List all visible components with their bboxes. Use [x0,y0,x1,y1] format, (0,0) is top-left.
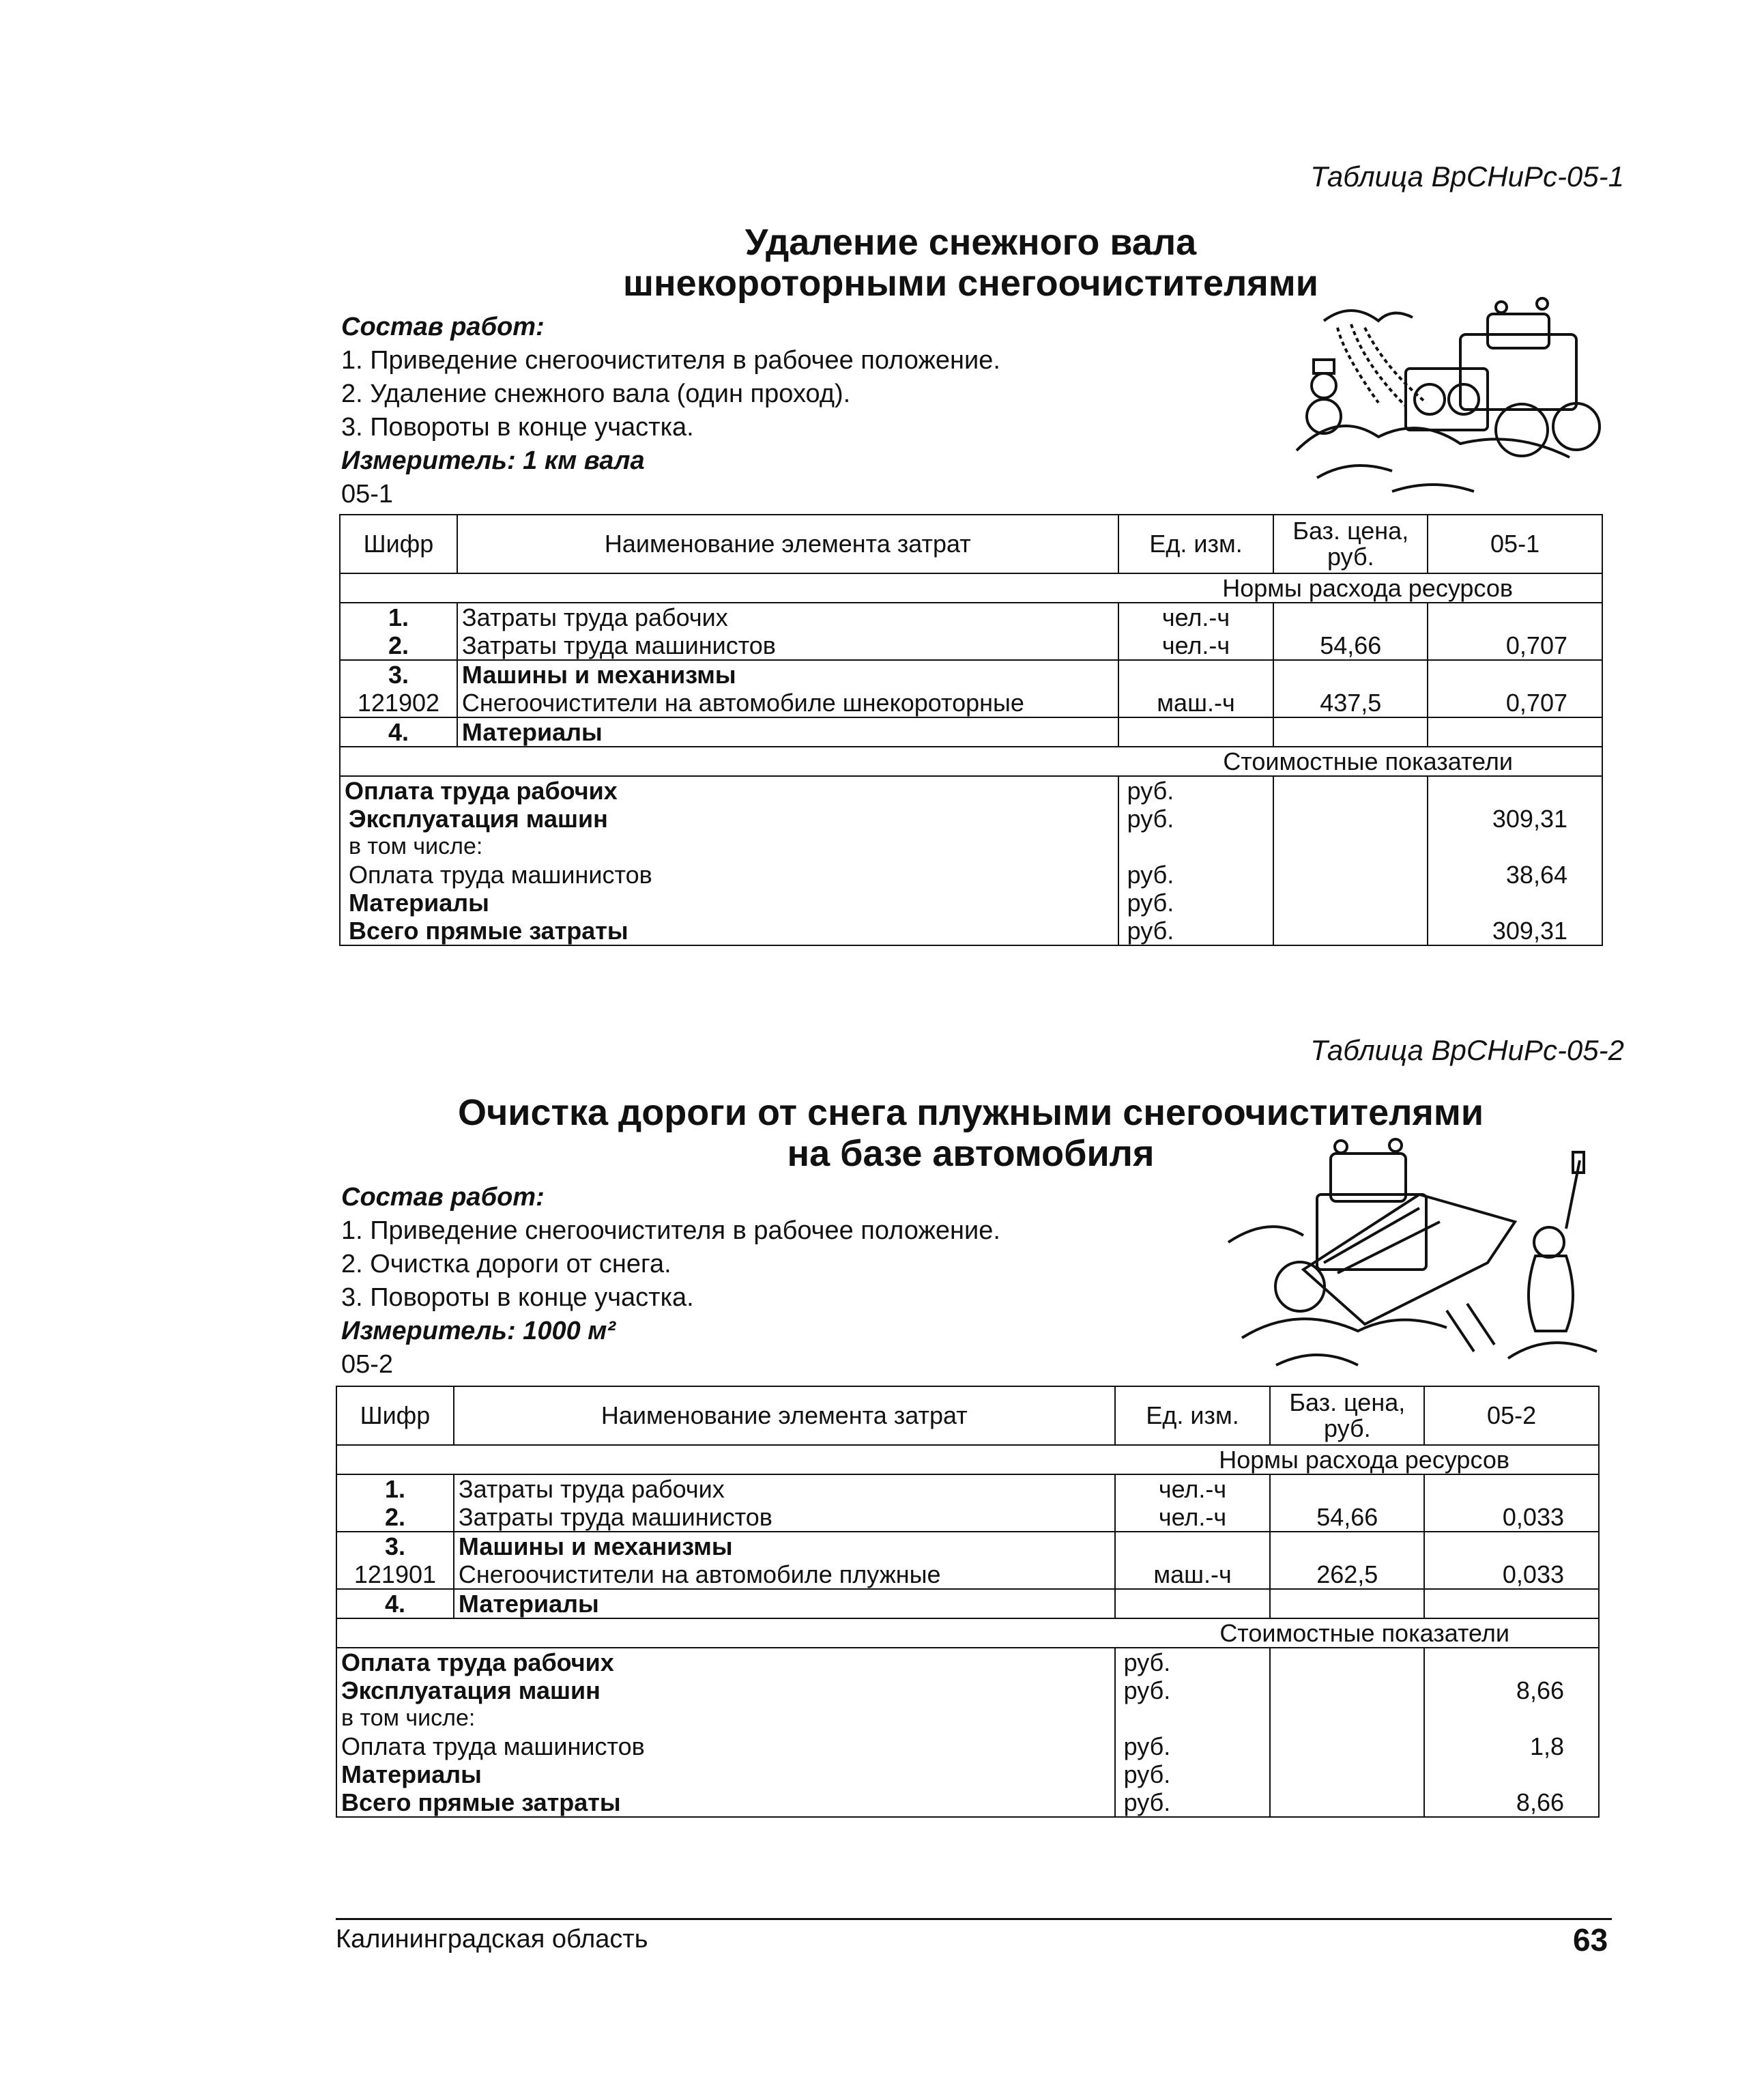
cost-name: Оплата труда рабочих [340,776,1118,805]
table-row [336,1532,1599,1560]
meter: Измеритель: 1 км вала [341,446,645,475]
col-header-unit: Ед. изм. [1115,1386,1271,1445]
row-name: Машины и механизмы [454,1532,1115,1560]
row-unit: маш.-ч [1115,1560,1271,1589]
cost-value: 309,31 [1428,805,1602,833]
cost-name: Материалы [340,889,1118,917]
row-value [1424,1532,1599,1560]
cost-unit: руб. [1118,917,1274,945]
section-row-costs [340,747,1602,776]
row-name: Затраты труда машинистов [454,1503,1115,1532]
row-unit: чел.-ч [1118,603,1274,631]
row-name: Затраты труда машинистов [457,631,1118,660]
cost-value [1428,776,1602,805]
plow-truck-illustration [1221,1133,1604,1379]
cost-unit: руб. [1115,1732,1271,1760]
cost-value [1428,889,1602,917]
row-price [1270,1474,1424,1503]
row-name: Материалы [454,1589,1115,1618]
section-title-2-line1: Очистка дороги от снега плужными снегоочистителями [457,1092,1484,1133]
meter: Измеритель: 1000 м² [341,1317,616,1345]
cost-price [1273,833,1428,861]
cost-title: Стоимостные показатели [340,747,1602,776]
cost-price [1270,1732,1424,1760]
cost-name: в том числе: [340,833,1118,861]
col-header-price: Баз. цена, руб. [1270,1386,1424,1445]
cost-price [1273,861,1428,889]
cost-row [336,1704,1599,1732]
cost-value [1424,1648,1599,1676]
work-item: 2. Очистка дороги от снега. [341,1250,671,1278]
cost-name: Эксплуатация машин [340,805,1118,833]
table-ref-2: Таблица ВрСНиРс-05-2 [1310,1034,1624,1066]
row-code: 121902 [340,689,457,717]
cost-unit: руб. [1118,805,1274,833]
col-header-name: Наименование элемента затрат [454,1386,1115,1445]
row-unit [1118,660,1274,689]
row-unit: маш.-ч [1118,689,1274,717]
row-price [1270,1589,1424,1618]
section-row-costs [336,1618,1599,1648]
cost-price [1273,776,1428,805]
section-title-1-line2: шнекороторными снегоочистителями [623,263,1318,304]
table-row [340,603,1602,631]
row-value [1428,660,1602,689]
section-row-norms [340,573,1602,603]
cost-price [1273,917,1428,945]
cost-name: Оплата труда рабочих [336,1648,1115,1676]
cost-title: Стоимостные показатели [336,1618,1599,1648]
cost-price [1270,1648,1424,1676]
row-unit: чел.-ч [1115,1474,1271,1503]
norms-title: Нормы расхода ресурсов [336,1445,1599,1474]
row-price: 437,5 [1273,689,1428,717]
row-code: 1. [336,1474,454,1503]
col-header-unit: Ед. изм. [1118,515,1274,573]
row-unit: чел.-ч [1118,631,1274,660]
work-heading: Состав работ: [341,1183,545,1212]
col-header-norm: 05-2 [1424,1386,1599,1445]
cost-value [1428,833,1602,861]
cost-price [1270,1760,1424,1788]
row-code: 4. [336,1589,454,1618]
row-code: 2. [340,631,457,660]
cost-name: Эксплуатация машин [336,1676,1115,1704]
cost-unit: руб. [1115,1760,1271,1788]
row-value: 0,707 [1428,689,1602,717]
table-row [340,631,1602,660]
row-name: Машины и механизмы [457,660,1118,689]
row-value [1424,1589,1599,1618]
row-value [1424,1474,1599,1503]
work-item: 1. Приведение снегоочистителя в рабочее положение. [341,346,1000,375]
row-price: 54,66 [1270,1503,1424,1532]
row-value: 0,033 [1424,1560,1599,1589]
work-composition-2 [341,1181,1228,1382]
cost-unit: руб. [1115,1788,1271,1817]
cost-name: Оплата труда машинистов [336,1732,1115,1760]
table-row [340,717,1602,747]
row-price [1273,660,1428,689]
table-row [336,1474,1599,1503]
footer-region: Калининградская область [336,1925,648,1954]
cost-name: Всего прямые затраты [340,917,1118,945]
work-item: 3. Повороты в конце участка. [341,413,694,442]
work-composition-1 [341,311,1228,511]
col-header-norm: 05-1 [1428,515,1602,573]
row-name: Снегоочистители на автомобиле шнекороторные [457,689,1118,717]
cost-row [336,1788,1599,1817]
row-value: 0,707 [1428,631,1602,660]
table-row [340,689,1602,717]
cost-name: Оплата труда машинистов [340,861,1118,889]
row-code: 1. [340,603,457,631]
cost-value [1424,1760,1599,1788]
row-price [1273,717,1428,747]
col-header-code: Шифр [336,1386,454,1445]
col-header-price: Баз. цена, руб. [1273,515,1428,573]
norms-title: Нормы расхода ресурсов [340,573,1602,603]
cost-unit [1115,1704,1271,1732]
row-price: 262,5 [1270,1560,1424,1589]
cost-row [336,1732,1599,1760]
cost-unit [1118,833,1274,861]
cost-unit: руб. [1115,1648,1271,1676]
cost-name: в том числе: [336,1704,1115,1732]
row-value: 0,033 [1424,1503,1599,1532]
row-code: 3. [336,1532,454,1560]
cost-price [1273,805,1428,833]
code-label: 05-1 [341,480,394,509]
cost-value [1424,1704,1599,1732]
cost-value: 1,8 [1424,1732,1599,1760]
cost-row [336,1760,1599,1788]
cost-unit: руб. [1118,861,1274,889]
row-name: Материалы [457,717,1118,747]
row-unit [1115,1589,1271,1618]
page-number: 63 [1573,1922,1608,1958]
work-item: 3. Повороты в конце участка. [341,1283,694,1312]
cost-row [340,861,1602,889]
cost-row [340,805,1602,833]
cost-row [340,776,1602,805]
cost-table-1 [339,514,1603,946]
row-price: 54,66 [1273,631,1428,660]
table-row [336,1503,1599,1532]
cost-value: 8,66 [1424,1676,1599,1704]
row-unit: чел.-ч [1115,1503,1271,1532]
cost-row [340,889,1602,917]
work-item: 1. Приведение снегоочистителя в рабочее положение. [341,1216,1000,1245]
cost-value: 309,31 [1428,917,1602,945]
cost-row [340,917,1602,945]
row-unit [1118,717,1274,747]
row-code: 121901 [336,1560,454,1589]
cost-price [1270,1788,1424,1817]
cost-price [1270,1704,1424,1732]
cost-unit: руб. [1115,1676,1271,1704]
section-row-norms [336,1445,1599,1474]
col-header-code: Шифр [340,515,457,573]
work-heading: Состав работ: [341,313,545,341]
row-price [1273,603,1428,631]
work-item: 2. Удаление снежного вала (один проход). [341,380,851,408]
cost-price [1270,1676,1424,1704]
table-ref-1: Таблица ВрСНиРс-05-1 [1310,160,1624,192]
cost-row [336,1676,1599,1704]
table-row [340,660,1602,689]
row-code: 3. [340,660,457,689]
row-code: 2. [336,1503,454,1532]
row-name: Затраты труда рабочих [457,603,1118,631]
row-name: Затраты труда рабочих [454,1474,1115,1503]
row-name: Снегоочистители на автомобиле плужные [454,1560,1115,1589]
row-value [1428,603,1602,631]
cost-row [340,833,1602,861]
section-title-1-line1: Удаление снежного вала [744,222,1197,263]
snow-blower-truck-illustration [1283,294,1610,498]
row-code: 4. [340,717,457,747]
cost-value: 38,64 [1428,861,1602,889]
cost-name: Материалы [336,1760,1115,1788]
row-unit [1115,1532,1271,1560]
table-header [336,1386,1599,1445]
cost-table-2 [336,1386,1600,1818]
code-label: 05-2 [341,1350,394,1379]
section-title-2-line2: на базе автомобиля [787,1133,1155,1174]
table-row [336,1560,1599,1589]
footer-divider [336,1918,1612,1920]
col-header-name: Наименование элемента затрат [457,515,1118,573]
cost-value: 8,66 [1424,1788,1599,1817]
cost-row [336,1648,1599,1676]
row-value [1428,717,1602,747]
cost-name: Всего прямые затраты [336,1788,1115,1817]
cost-unit: руб. [1118,776,1274,805]
cost-price [1273,889,1428,917]
table-row [336,1589,1599,1618]
row-price [1270,1532,1424,1560]
table-header [340,515,1602,573]
cost-unit: руб. [1118,889,1274,917]
